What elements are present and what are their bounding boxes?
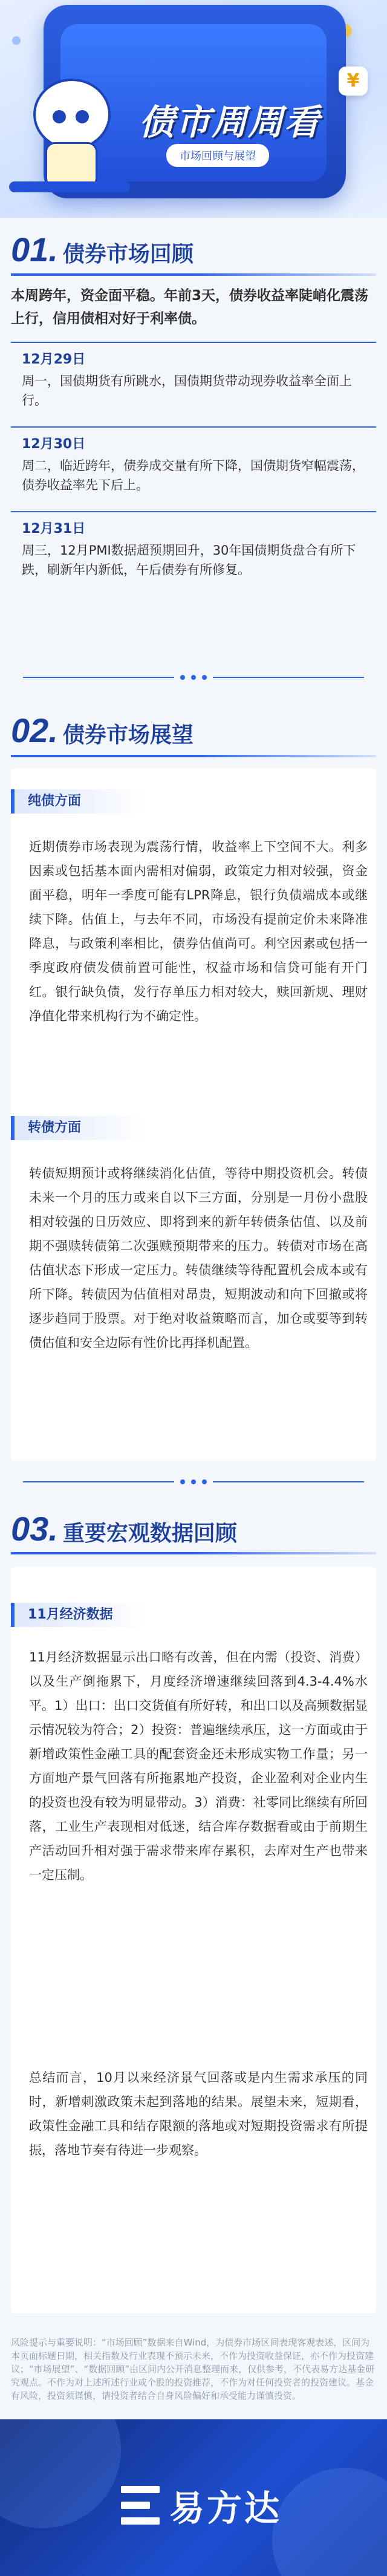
brand-name: 易方达 — [169, 2488, 282, 2529]
sparkle-icon — [12, 36, 21, 45]
section-divider — [0, 1476, 387, 1488]
mascot-illustration — [18, 73, 121, 194]
section-heading-market-review — [11, 230, 194, 269]
section-number: 01. — [11, 230, 58, 269]
date-rule — [11, 342, 376, 343]
section-number: 02. — [11, 711, 58, 749]
subheading-pure-bond — [11, 789, 148, 814]
date-rule — [11, 426, 376, 428]
header-banner — [0, 0, 387, 218]
macro-card — [11, 1567, 376, 2314]
day-summary: 周一，国债期货有所跳水，国债期货带动现券收益率全面上行。 — [22, 374, 352, 408]
day-summary: 周三，12月PMI数据超预期回升，30年国债期货盘合有所下跌，刷新年内新低，午后债券有所修复。 — [22, 543, 356, 577]
risk-disclaimer: 风险提示与重要说明：“市场回顾”数据来自Wind，为债券市场区间表现客观表述，区间为本页面标题日期，相关指数及行业表现不预示未来，不作为投资收益保证，亦不作为投资建议；“市场展望”、“数据回顾”由区间内公开消息整理而来，仅供参考，不代表易方达基金研究观点。不作为对上述所述行业或个股的投资推荐，不作为对任何投资者的投资建议。基金有风险，投资须谨慎，请投资者结合自身风险偏好和承受能力谨慎投资。 — [11, 2337, 375, 2401]
skateboard-illustration — [9, 181, 130, 192]
subheading-label: 11月经济数据 — [28, 1607, 113, 1622]
section-lead: 本周跨年，资金面平稳。年前3天，债券收益率陡峭化震荡上行，信用债相对好于利率债。 — [11, 288, 369, 327]
day-entry — [11, 426, 376, 495]
brand-mark-icon — [121, 2486, 160, 2525]
date-rule — [11, 511, 376, 512]
banner-title: 债市周周看 — [139, 102, 321, 143]
section-title: 重要宏观数据回顾 — [62, 1521, 237, 1546]
section-number: 03. — [11, 1510, 58, 1548]
mascot-head — [33, 79, 111, 150]
section-underline — [11, 273, 376, 276]
subheading-convertible-bond — [11, 1116, 148, 1140]
outlook-card — [11, 768, 376, 1461]
day-entry — [11, 342, 376, 410]
convertible-bond-paragraph: 转债短期预计或将继续消化估值，等待中期投资机会。转债未来一个月的压力或来自以下三方面，分别是一月份小盘股相对较强的日历效应、即将到来的新年转债条估值、以及前期不强赎转债第二次强赎预期带来的压力。转债对市场在高估值状态下形成一定压力。转债继续等待配置机会成本或有所下降。转债因为估值相对昂贵，短期波动和向下回撤或将逐步趋同于股票。对于绝对收益策略而言，加仓或要等到转债估值和安全边际有性价比再择机配置。 — [29, 1166, 368, 1350]
mascot-eye-icon — [76, 110, 89, 123]
coin-icon: ¥ — [339, 67, 368, 96]
subheading-label: 转债方面 — [28, 1120, 82, 1135]
subheading-november-data — [11, 1603, 148, 1627]
brand-logo — [121, 2480, 282, 2531]
day-entry — [11, 511, 376, 579]
brand-footer — [0, 2419, 387, 2576]
section-divider — [0, 671, 387, 683]
section-underline — [11, 755, 376, 757]
section-underline — [11, 1552, 376, 1554]
subheading-label: 纯债方面 — [28, 794, 82, 809]
day-date: 12月29日 — [22, 352, 86, 367]
section-title: 债券市场展望 — [62, 723, 194, 748]
day-summary: 周二，临近跨年，债券成交量有所下降，国债期货窄幅震荡，债券收益率先下后上。 — [22, 458, 365, 492]
banner-subtitle-pill: 市场回顾与展望 — [166, 144, 269, 167]
day-date: 12月31日 — [22, 521, 86, 536]
macro-paragraph: 11月经济数据显示出口略有改善，但在内需（投资、消费）以及生产倒拖累下，月度经济增速继续回落到4.3-4.4%水平。1）出口：出口交货值有所好转，和出口以及高频数据显示情况较为符合；2）投资：普遍继续承压，这一方面或由于新增政策性金融工具的配套资金还未形成实物工作量；另一方面地产景气回落有所拖累地产投资，企业盈利对企业内生的投资也没有较为明显带动。3）消费：社零同比继续有所回落，工业生产表现相对低迷，结合库存数据看或由于前期生产活动回升相对强于需求带来库存累积，去库对生产也带来一定压制。 — [29, 1650, 368, 1882]
section-title: 债券市场回顾 — [62, 242, 194, 267]
section-heading-market-outlook — [11, 711, 194, 750]
day-date: 12月30日 — [22, 437, 86, 452]
mascot-eye-icon — [53, 110, 66, 123]
macro-summary-paragraph: 总结而言，10月以来经济景气回落或是内生需求承压的同时，新增刺激政策未起到落地的结果。展望未来，短期看，政策性金融工具和结存限额的落地或对短期投资需求有所提振，落地节奏有待进一步观察。 — [29, 2070, 368, 2157]
section-heading-macro-data — [11, 1509, 237, 1548]
pure-bond-paragraph: 近期债券市场表现为震荡行情，收益率上下空间不大。利多因素或包括基本面内需相对偏弱，政策定力相对较强，资金面平稳，明年一季度可能有LPR降息，银行负债端成本或继续下降。估值上，与去年不同，市场没有提前定价未来降准降息，与政策利率相比，债券估值尚可。利空因素或包括一季度政府债发债前置可能性，权益市场和信贷可能有开门红。银行缺负债，发行存单压力相对较大，赎回新规、理财净值化带来机构行为不确定性。 — [29, 840, 368, 1023]
